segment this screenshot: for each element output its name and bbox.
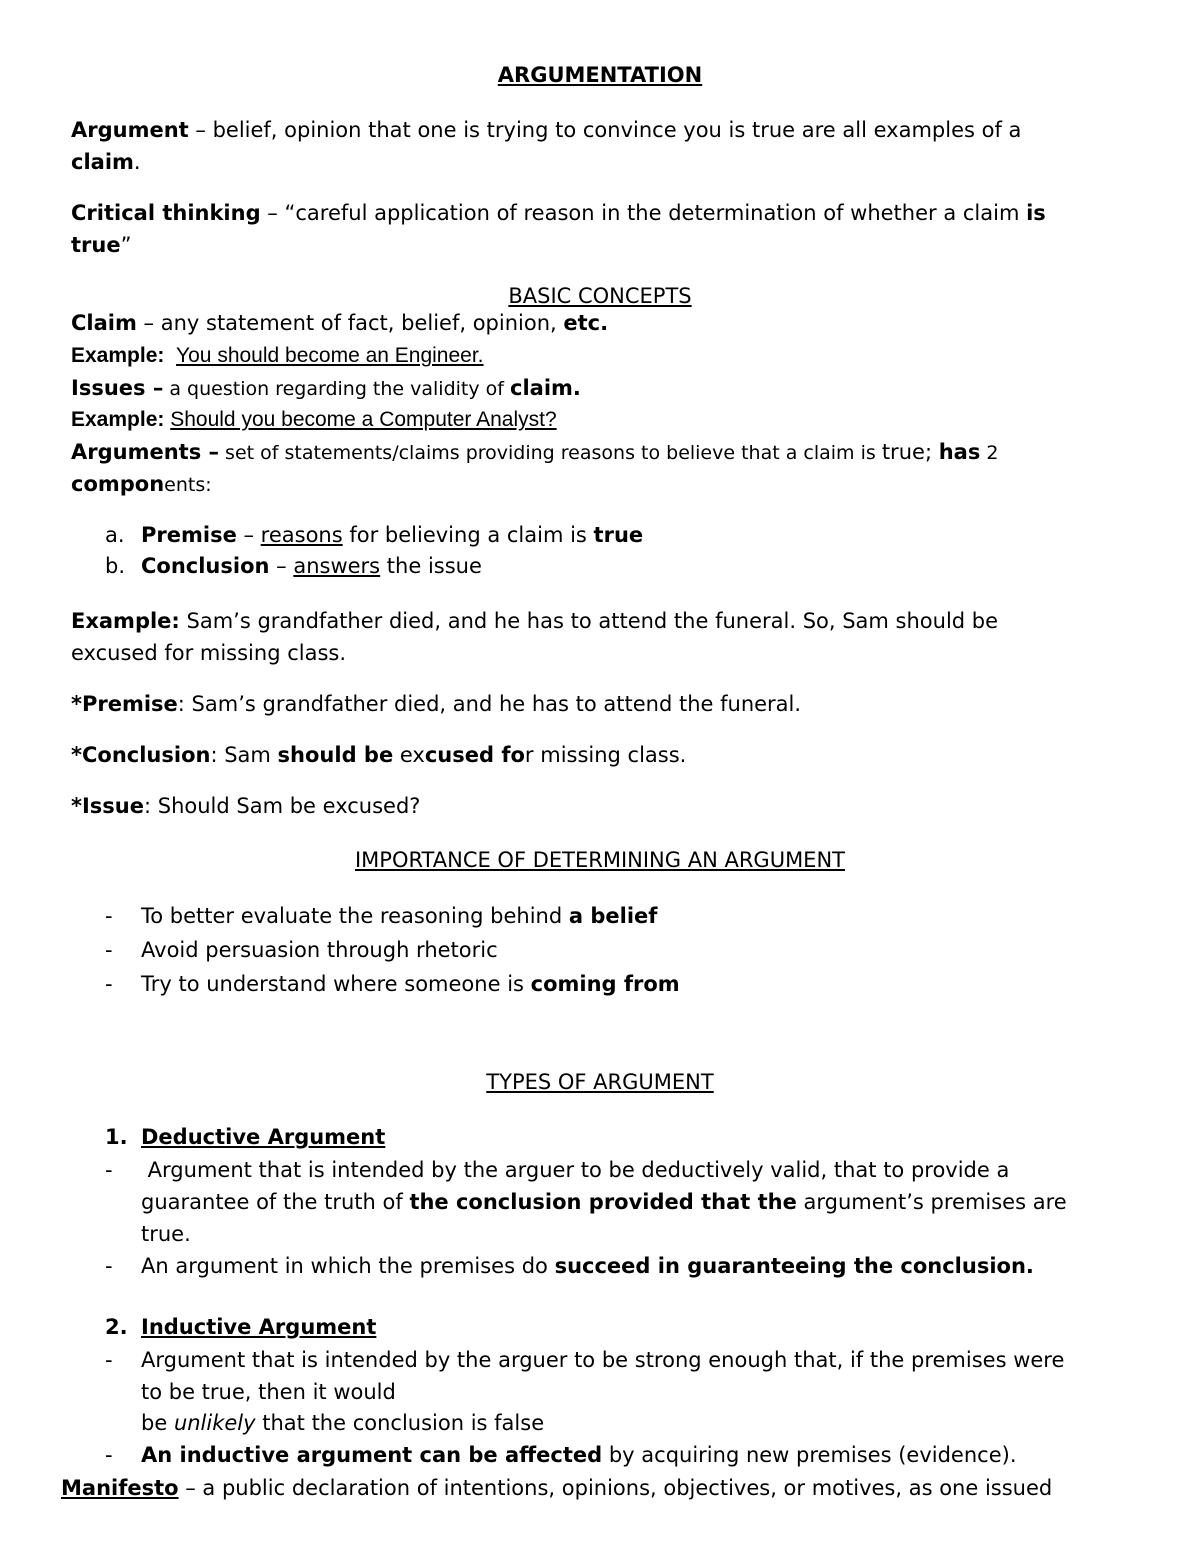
inductive-title: 2. Inductive Argument	[105, 1315, 377, 1339]
example-sam: Example: Sam’s grandfather died, and he has to attend the funeral. So, Sam should be	[71, 609, 999, 633]
deductive-bullet: - Argument that is intended by the arguer to be deductively valid, that to provide a	[105, 1158, 1010, 1182]
issue-line: *Issue: Should Sam be excused?	[71, 794, 421, 818]
importance-item: - Try to understand where someone is coming from	[105, 972, 680, 996]
inductive-bullet-cont: to be true, then it would	[141, 1380, 396, 1404]
types-heading: TYPES OF ARGUMENT	[486, 1070, 714, 1094]
claim-definition: Claim – any statement of fact, belief, opinion, etc.	[71, 311, 609, 335]
critical-thinking-definition: Critical thinking – “careful application of reason in the determination of whether a claim is	[71, 201, 1046, 225]
importance-item: - To better evaluate the reasoning behind a belief	[105, 904, 658, 928]
issues-definition: Issues – a question regarding the validity of claim.	[71, 376, 581, 400]
example-analyst: Example: Should you become a Computer Analyst?	[71, 408, 557, 431]
deductive-bullet-cont: guarantee of the truth of the conclusion provided that the argument’s premises are	[141, 1190, 1067, 1214]
importance-item: - Avoid persuasion through rhetoric	[105, 938, 498, 962]
basic-concepts-heading: BASIC CONCEPTS	[508, 284, 692, 308]
premise-line: *Premise: Sam’s grandfather died, and he has to attend the funeral.	[71, 692, 802, 716]
example-engineer: Example: You should become an Engineer.	[71, 344, 484, 367]
manifesto-definition: Manifesto – a public declaration of intentions, opinions, objectives, or motives, as one issued	[61, 1476, 1053, 1500]
inductive-bullet: - Argument that is intended by the arguer to be strong enough that, if the premises were	[105, 1348, 1065, 1372]
arguments-definition-cont: components:	[71, 472, 212, 496]
deductive-bullet: - An argument in which the premises do succeed in guaranteeing the conclusion.	[105, 1254, 1034, 1278]
inductive-bullet-cont: be unlikely that the conclusion is false	[141, 1411, 545, 1435]
inductive-bullet: - An inductive argument can be affected by acquiring new premises (evidence).	[105, 1443, 1017, 1467]
argument-definition-cont: claim.	[71, 150, 141, 174]
example-sam-cont: excused for missing class.	[71, 641, 347, 665]
component-premise: a. Premise – reasons for believing a claim is true	[105, 523, 644, 547]
page-title: ARGUMENTATION	[497, 63, 703, 87]
arguments-definition: Arguments – set of statements/claims providing reasons to believe that a claim is true; has 2	[71, 440, 999, 464]
critical-thinking-definition-cont: true”	[71, 233, 132, 257]
component-conclusion: b. Conclusion – answers the issue	[105, 554, 482, 578]
importance-heading: IMPORTANCE OF DETERMINING AN ARGUMENT	[354, 848, 845, 872]
deductive-title: 1. Deductive Argument	[105, 1125, 386, 1149]
conclusion-line: *Conclusion: Sam should be excused for missing class.	[71, 743, 687, 767]
argument-definition: Argument – belief, opinion that one is trying to convince you is true are all examples of a	[71, 118, 1022, 142]
deductive-bullet-cont: true.	[141, 1222, 191, 1246]
